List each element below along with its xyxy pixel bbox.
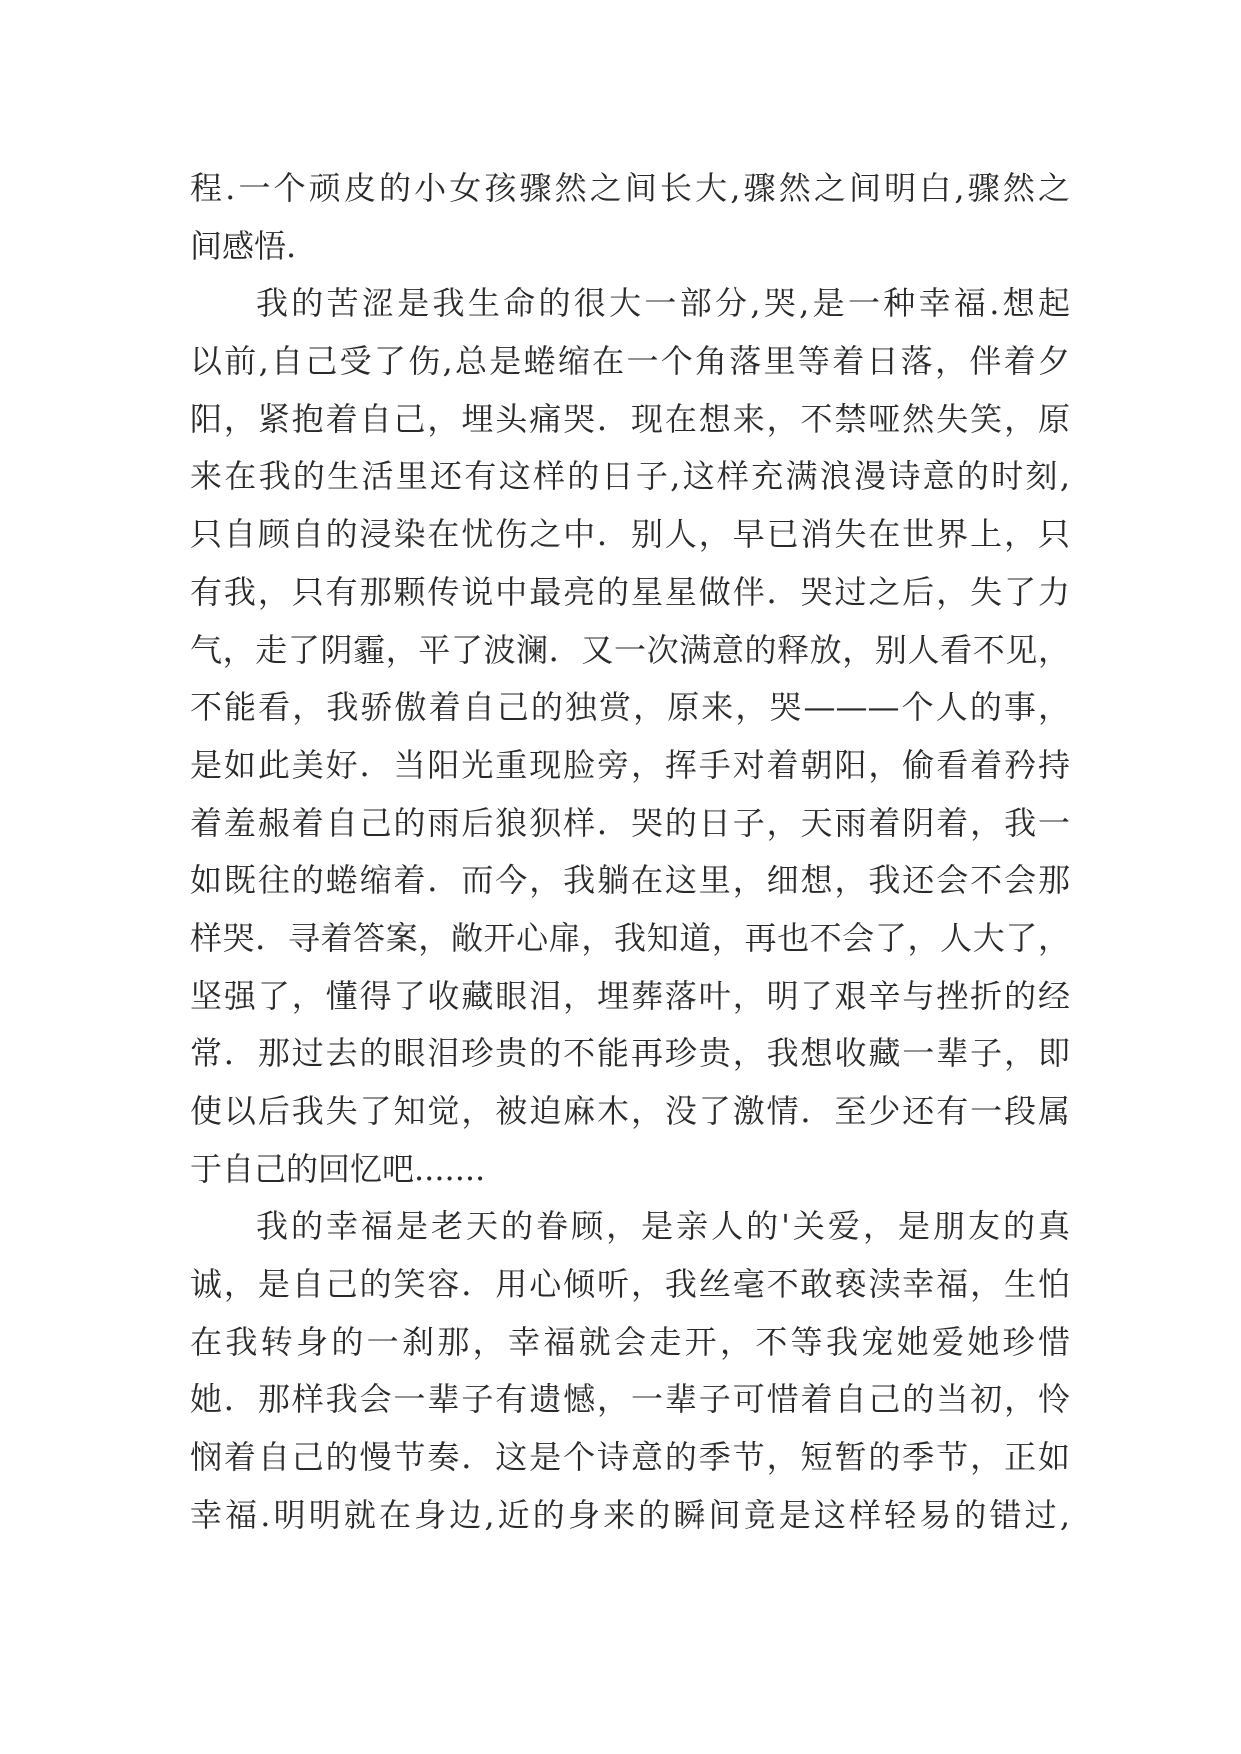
text-line: 只自顾自的浸染在忧伤之中．别人，早已消失在世界上，只 — [190, 515, 1070, 554]
paragraph-start-line: 我的苦涩是我生命的很大一部分,哭,是一种幸福.想起 — [256, 284, 1070, 323]
text-line: 不能看，我骄傲着自己的独赏，原来，哭———个人的事， — [190, 688, 1070, 727]
text-line: 来在我的生活里还有这样的日子,这样充满浪漫诗意的时刻, — [190, 457, 1070, 496]
text-line: 坚强了，懂得了收藏眼泪，埋葬落叶，明了艰辛与挫折的经 — [190, 976, 1070, 1015]
text-line: 有我，只有那颗传说中最亮的星星做伴．哭过之后，失了力 — [190, 572, 1070, 611]
text-line: 间感悟. — [190, 226, 297, 265]
text-line: 以前,自己受了伤,总是蜷缩在一个角落里等着日落，伴着夕 — [190, 342, 1070, 381]
text-line: 她．那样我会一辈子有遗憾，一辈子可惜着自己的当初，怜 — [190, 1380, 1070, 1419]
text-line: 常．那过去的眼泪珍贵的不能再珍贵，我想收藏一辈子，即 — [190, 1034, 1070, 1073]
text-line: 如既往的蜷缩着．而今，我躺在这里，细想，我还会不会那 — [190, 861, 1070, 900]
text-line: 诚，是自己的笑容．用心倾听，我丝毫不敢亵渎幸福，生怕 — [190, 1265, 1070, 1304]
body-text — [190, 160, 1070, 1545]
paragraph-start-line: 我的幸福是老天的眷顾，是亲人的'关爱，是朋友的真 — [256, 1207, 1070, 1246]
text-line: 气，走了阴霾，平了波澜．又一次满意的释放，别人看不见， — [190, 630, 1070, 669]
text-line: 程.一个顽皮的小女孩骤然之间长大,骤然之间明白,骤然之 — [190, 169, 1070, 207]
text-line: 幸福.明明就在身边,近的身来的瞬间竟是这样轻易的错过, — [190, 1495, 1070, 1534]
text-line: 在我转身的一刹那，幸福就会走开，不等我宠她爱她珍惜 — [190, 1322, 1070, 1361]
text-line: 是如此美好．当阳光重现脸旁，挥手对着朝阳，偷看着矜持 — [190, 745, 1070, 784]
text-line: 着羞赧着自己的雨后狼狈样．哭的日子，天雨着阴着，我一 — [190, 803, 1070, 842]
text-line: 使以后我失了知觉，被迫麻木，没了激情．至少还有一段属 — [190, 1092, 1070, 1130]
text-line: 样哭．寻着答案，敞开心扉，我知道，再也不会了，人大了， — [190, 918, 1070, 957]
text-line: 悯着自己的慢节奏．这是个诗意的季节，短暂的季节，正如 — [190, 1438, 1070, 1477]
text-line: 阳，紧抱着自己，埋头痛哭．现在想来，不禁哑然失笑，原 — [190, 399, 1070, 438]
text-line: 于自己的回忆吧....... — [190, 1149, 486, 1188]
